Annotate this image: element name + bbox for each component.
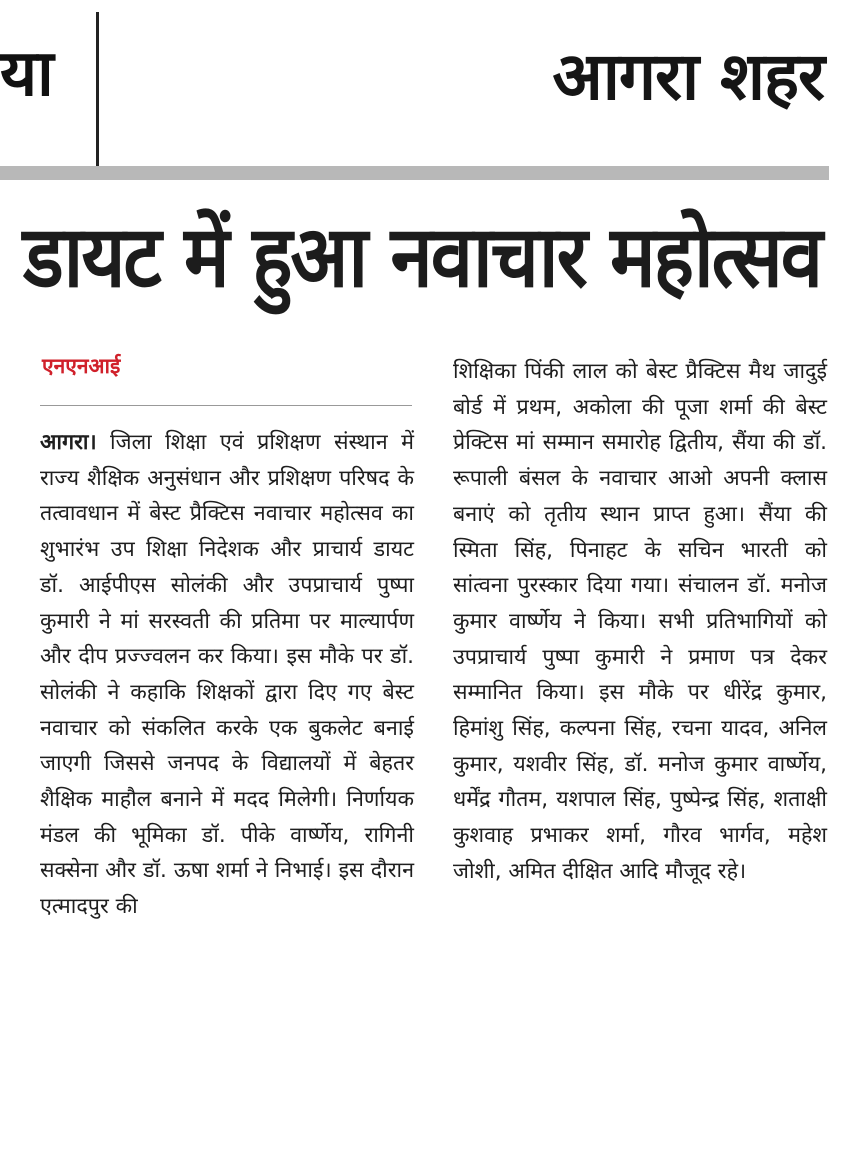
byline: एनएनआई: [42, 354, 121, 378]
left-column-body: जिला शिक्षा एवं प्रशिक्षण संस्थान में राज्य शैक्षिक अनुसंधान और प्रशिक्षण परिषद के तत्वावधान में बेस्ट प्रैक्टिस नवाचार महोत्सव का शुभारंभ उप शिक्षा निदेशक और प्राचार्य डायट डॉ. आईपीएस सोलंकी और उपप्राचार्य पुष्पा कुमारी ने मां सरस्वती की प्रतिमा पर माल्यार्पण और दीप प्रज्ज्वलन कर किया। इस मौके पर डॉ. सोलंकी ने कहाकि शिक्षकों द्वारा दिए गए बेस्ट नवाचार को संकलित करके एक बुकलेट बनाई जाएगी जिससे जनपद के विद्यालयों में बेहतर शैक्षिक माहौल बनाने में मदद मिलेगी। निर्णायक मंडल की भूमिका डॉ. पीके वार्ष्णेय, रागिनी सक्सेना और डॉ. ऊषा शर्मा ने निभाई। इस दौरान एत्मादपुर की: [40, 430, 414, 920]
article-column-right: [453, 354, 827, 890]
article-column-left: [40, 425, 414, 925]
section-name-fragment: या: [0, 37, 52, 111]
section-title: आगरा शहर: [552, 38, 824, 115]
byline-divider: [40, 405, 412, 406]
dateline: आगरा।: [40, 430, 97, 455]
headline: डायट में हुआ नवाचार महोत्सव: [22, 206, 822, 307]
header-divider: [96, 12, 99, 166]
right-column-body: शिक्षिका पिंकी लाल को बेस्ट प्रैक्टिस मैथ जादुई बोर्ड में प्रथम, अकोला की पूजा शर्मा की बेस्ट प्रेक्टिस मां सम्मान समारोह द्वितीय, सैंया की डॉ. रूपाली बंसल के नवाचार आओ अपनी क्लास बनाएं को तृतीय स्थान प्राप्त हुआ। सैंया की स्मिता सिंह, पिनाहट के सचिन भारती को सांत्वना पुरस्कार दिया गया। संचालन डॉ. मनोज कुमार वार्ष्णेय ने किया। सभी प्रतिभागियों को उपप्राचार्य पुष्पा कुमारी ने प्रमाण पत्र देकर सम्मानित किया। इस मौके पर धीरेंद्र कुमार, हिमांशु सिंह, कल्पना सिंह, रचना यादव, अनिल कुमार, यशवीर सिंह, डॉ. मनोज कुमार वार्ष्णेय, धर्मेंद्र गौतम, यशपाल सिंह, पुष्पेन्द्र सिंह, शताक्षी कुशवाह प्रभाकर शर्मा, गौरव भार्गव, महेश जोशी, अमित दीक्षित आदि मौजूद रहे।: [453, 359, 827, 884]
header-rule: [0, 166, 829, 180]
